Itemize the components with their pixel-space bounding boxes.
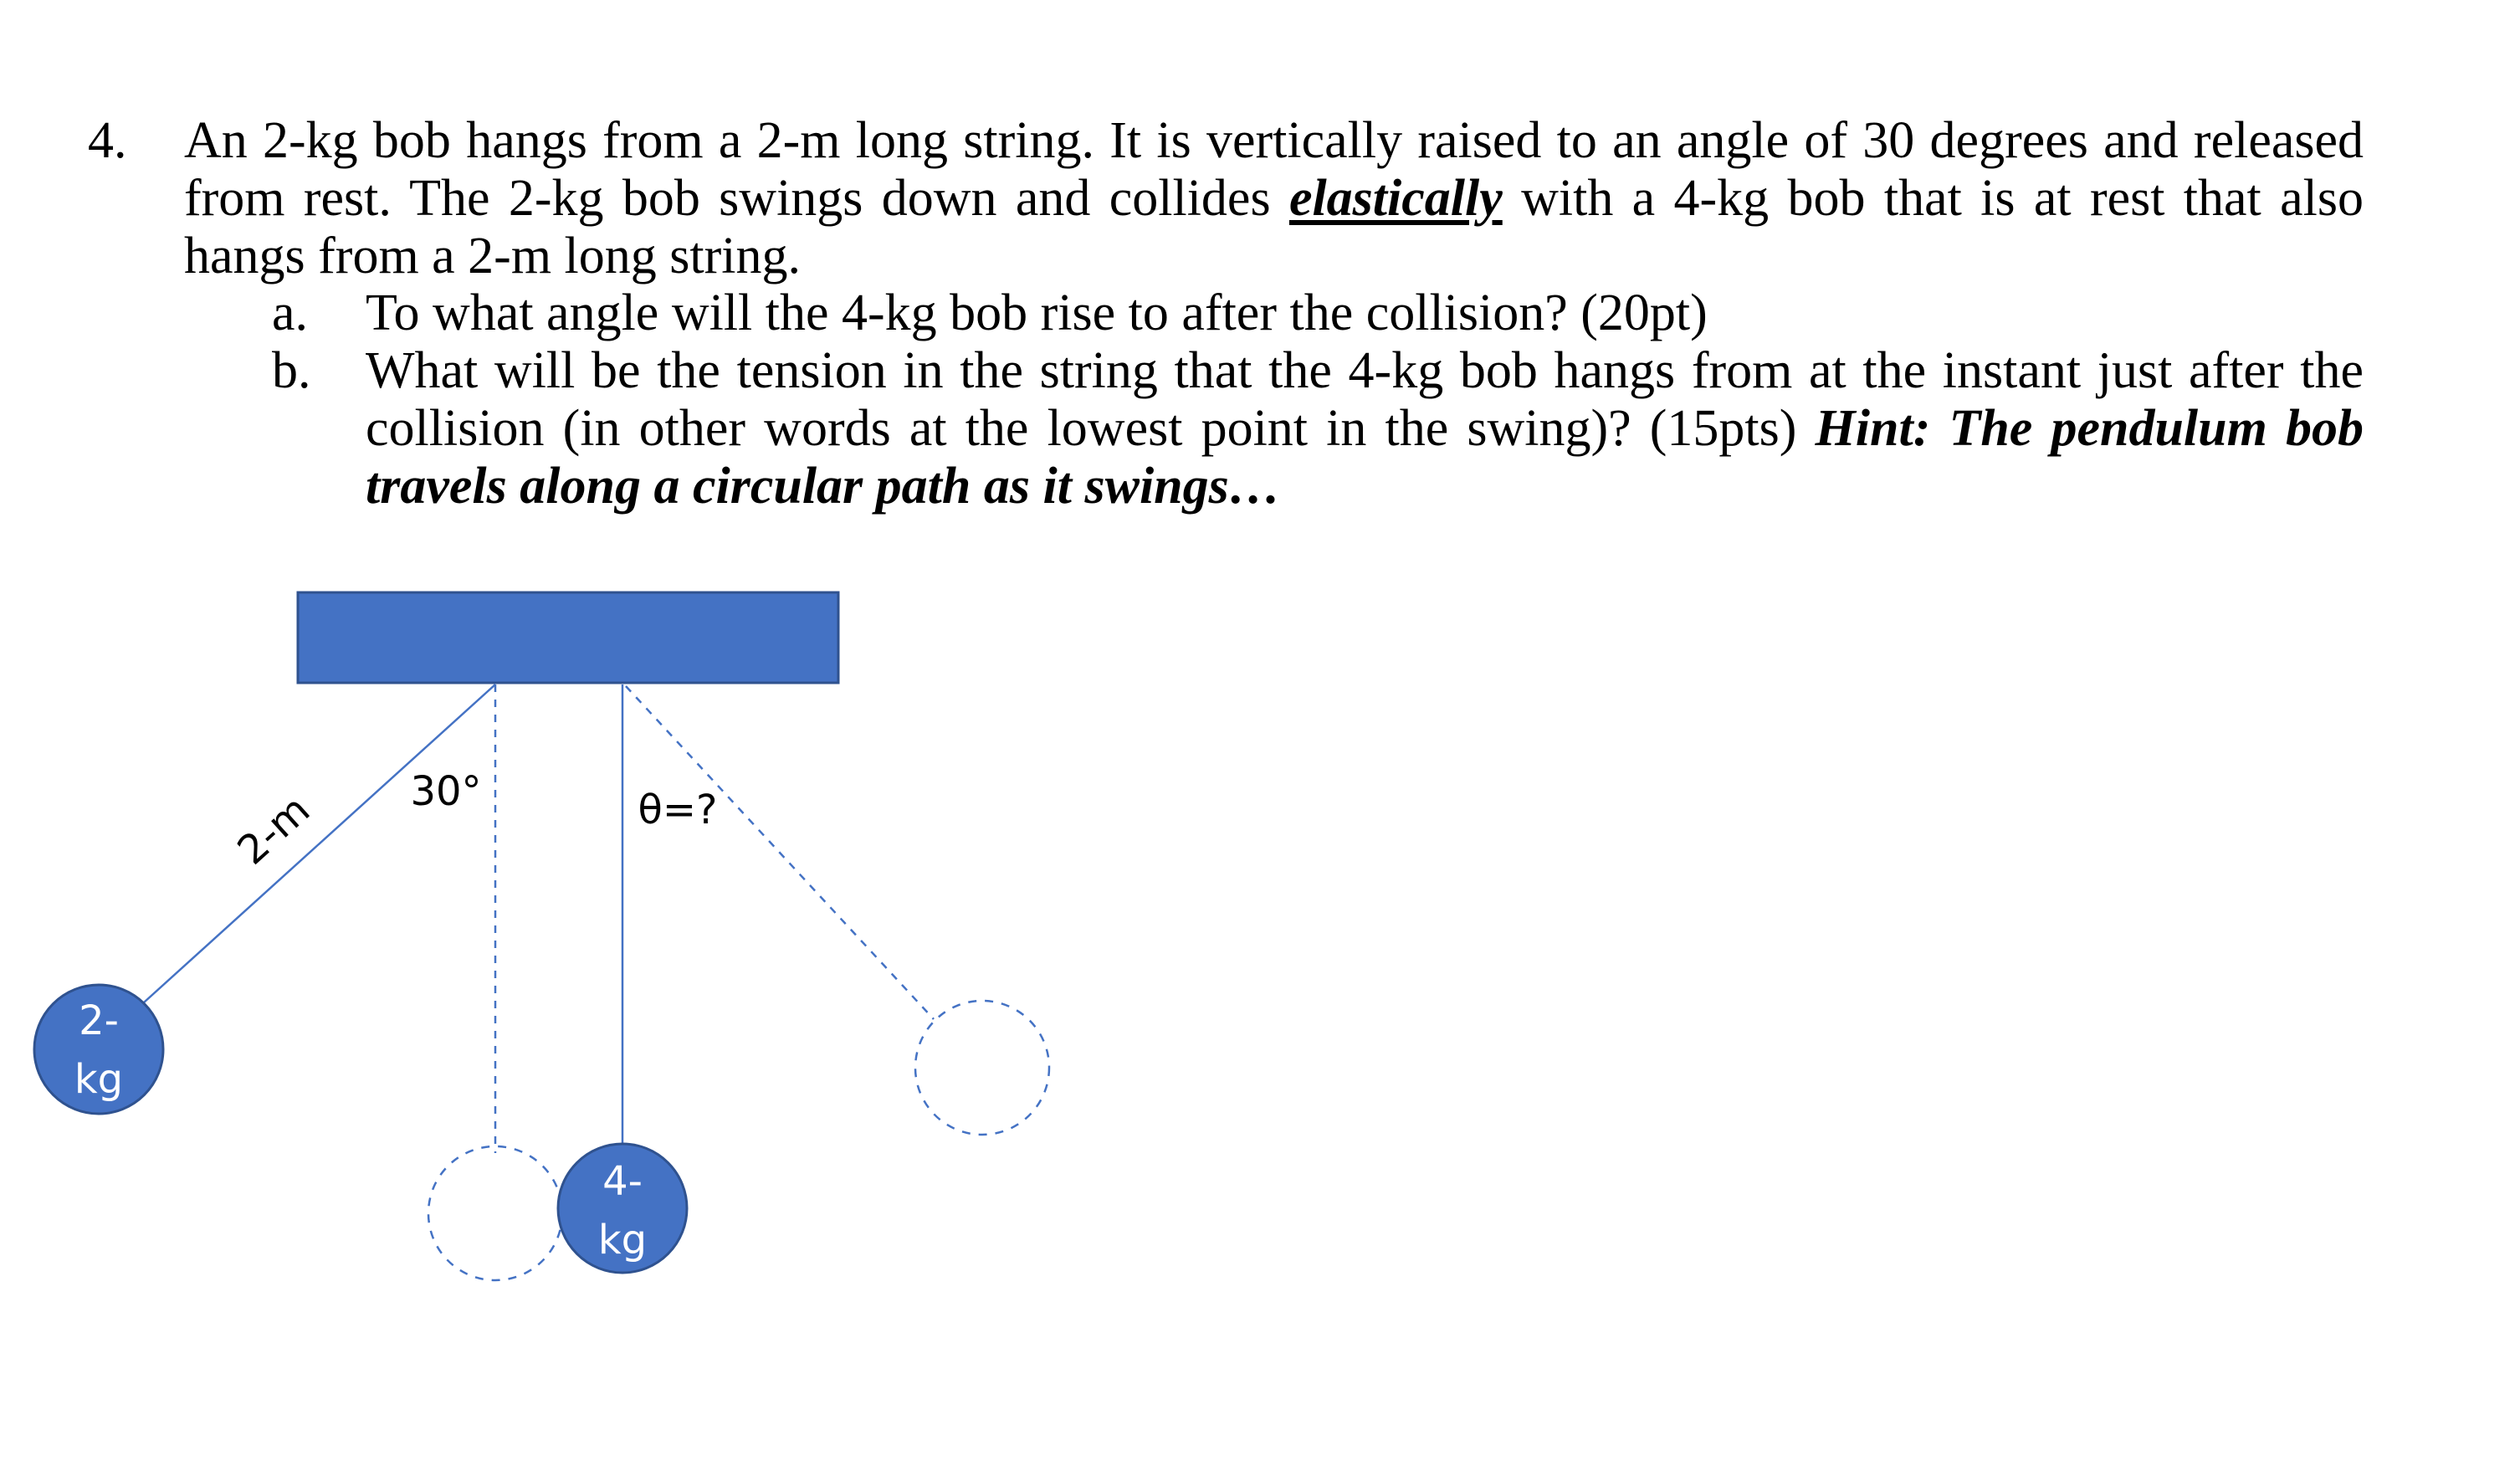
question-emphasis: elastically	[1288, 170, 1503, 227]
question-text-start: An 2-kg bob hangs from a 2-m long string. It is vertically raised to an angle of 30 degrees and released from rest. The 2-kg bob swings down and collides	[184, 112, 2364, 227]
part-b-question: What will be the tension in the string that the 4-kg bob hangs from at the instant just after the collision (in other words at the lowest point in the swing)? (15pts)	[366, 342, 2364, 457]
unknown-angle-label: θ=?	[638, 787, 718, 833]
string-4kg-final	[626, 686, 934, 1019]
part-b-hint: Hint: The pendulum bob travels along a circular path as it swings…	[366, 400, 2364, 515]
bob-4kg-label-line1: 4-	[602, 1158, 643, 1205]
string-2kg	[144, 684, 495, 1002]
part-a-text: To what angle will the 4-kg bob rise to after the collision? (20pt)	[366, 284, 1708, 341]
question-number: 4.	[88, 112, 127, 169]
string-length-label: 2-m	[228, 786, 320, 874]
bob-4kg-label-line2: kg	[597, 1217, 648, 1264]
part-b-label: b.	[272, 342, 311, 399]
ceiling-support	[298, 592, 838, 683]
question-text-end: with a 4-kg bob that is at rest that also hangs from a 2-m long string.	[184, 170, 2364, 284]
part-a-label: a.	[272, 284, 309, 341]
bob-4kg-final-outline	[915, 1001, 1049, 1135]
bob-2kg-lowest-outline	[428, 1146, 562, 1280]
angle-30-label: 30°	[410, 768, 482, 815]
bob-2kg-label-line2: kg	[74, 1056, 124, 1103]
bob-2kg-label-line1: 2-	[79, 997, 119, 1044]
